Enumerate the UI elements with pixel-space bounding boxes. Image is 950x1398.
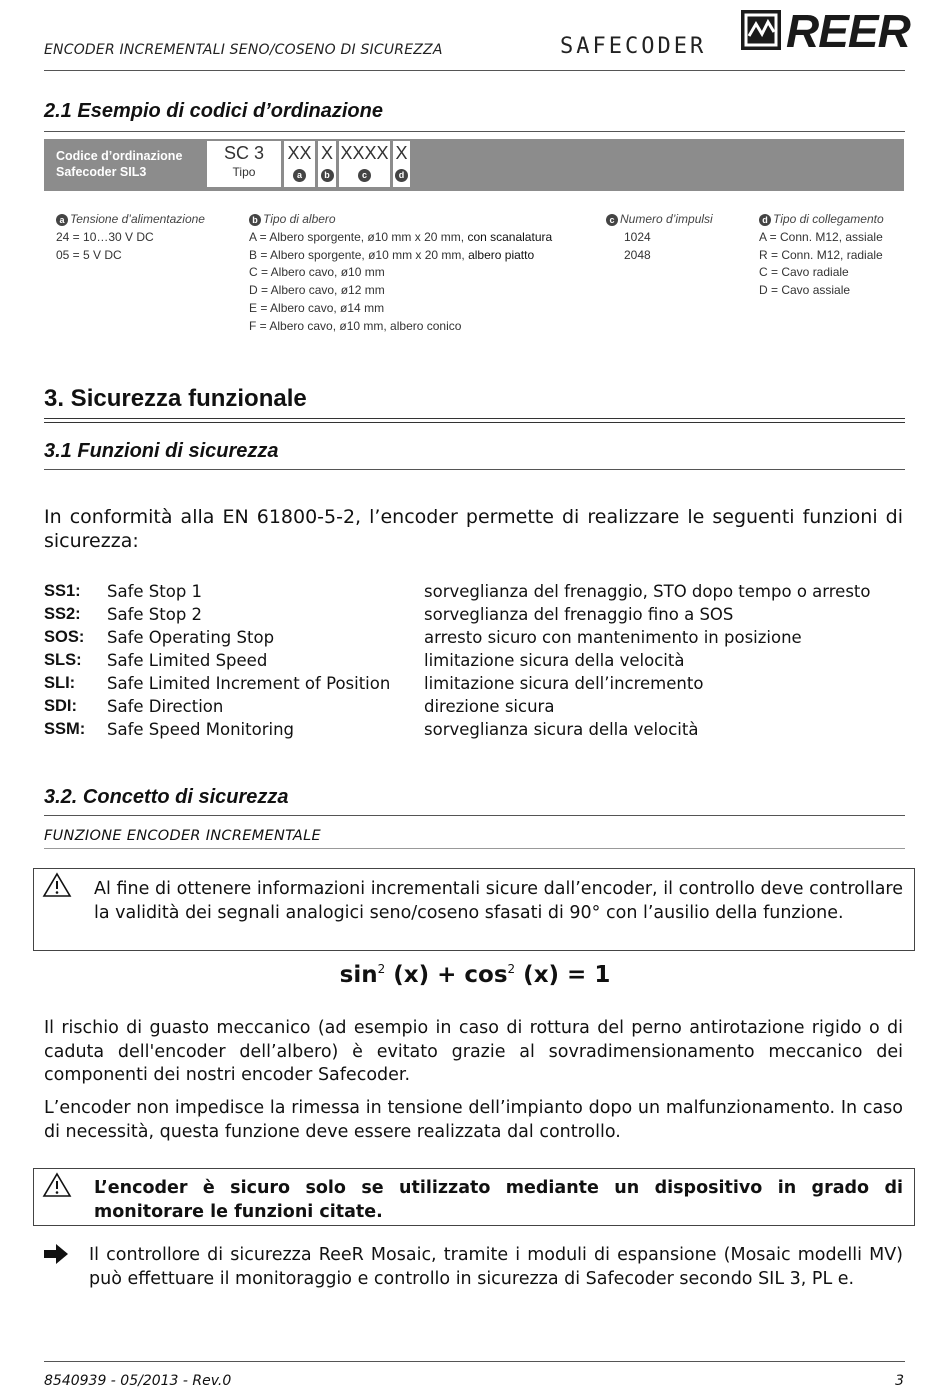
badge-a-icon: a — [56, 214, 68, 226]
page-number: 3 — [895, 1373, 904, 1389]
section-3-double-rule — [44, 418, 905, 423]
order-code-label: Codice d’ordinazione Safecoder SIL3 — [56, 149, 183, 179]
section-2-1-heading: 2.1 Esempio di codici d’ordinazione — [44, 100, 383, 122]
section-divider — [44, 469, 905, 470]
functions-intro: In conformità alla EN 61800-5-2, l’encoder permette di realizzare le seguenti funzioni di sicurezza: — [44, 506, 903, 552]
warning-triangle-icon — [42, 1172, 72, 1198]
header-divider — [44, 70, 905, 71]
safecoder-logo: SAFECODER — [560, 34, 707, 59]
warning-monitoring-text: L’encoder è sicuro solo se utilizzato mediante un dispositivo in grado di monitorare le funzioni citate. — [94, 1178, 903, 1222]
warning-validation-text: Al fine di ottenere informazioni incrementali sicure dall’encoder, il controllo deve controllare la validità dei segnali analogici seno/coseno sfasati di 90° con l’ausilio della funzione. — [94, 879, 903, 923]
badge-a-icon: a — [293, 169, 306, 182]
legend-pulse-count: c Numero d’impulsi 1024 2048 — [606, 211, 713, 264]
legend-connection-type: d Tipo di collegamento A = Conn. M12, assiale R = Conn. M12, radiale C = Cavo radiale D = Cavo assiale — [759, 212, 884, 298]
badge-c-icon: c — [606, 214, 618, 226]
footer-divider — [44, 1361, 905, 1362]
section-3-1-heading: 3.1 Funzioni di sicurezza — [44, 440, 279, 462]
badge-d-icon: d — [759, 214, 771, 226]
mechanical-failure-paragraph: Il rischio di guasto meccanico (ad esempio in caso di rottura del perno antirotazione rigido o di caduta dell'encoder dell’albero) è evitato grazie al sovradimensionamento meccanico dei componenti dei nostri encoder Safecoder. — [44, 1018, 903, 1085]
reer-logo-text: REER — [786, 5, 910, 57]
section-3-2-heading: 3.2. Concetto di sicurezza — [44, 786, 289, 808]
code-segment-d: X d — [393, 141, 410, 187]
legend-shaft-type: b Tipo di albero A = Albero sporgente, ø10 mm x 20 mm, con scanalatura B = Albero sporgente, ø10 mm x 20 mm, albero piatto C = Albero cavo, ø10 mm D = Albero cavo, ø12 mm E = Albero cavo, ø14 mm F = Albero cavo, ø10 mm, albero conico — [249, 212, 553, 333]
section-divider — [44, 131, 905, 132]
badge-d-icon: d — [395, 169, 408, 182]
code-segment-c: XXXX c — [339, 141, 390, 187]
code-segment-b: X b — [318, 141, 336, 187]
section-3-heading: 3. Sicurezza funzionale — [44, 385, 307, 412]
mosaic-controller-note: Il controllore di sicurezza ReeR Mosaic, tramite i moduli di espansione (Mosaic modelli MV) può effettuare il monitoraggio e controllo in sicurezza di Safecoder secondo SIL 3, PL e. — [89, 1245, 903, 1289]
restart-paragraph: L’encoder non impedisce la rimessa in tensione dell’impianto dopo un malfunzionamento. In caso di necessità, questa funzione deve essere realizzata dal controllo. — [44, 1098, 903, 1142]
arrow-right-icon — [42, 1243, 70, 1265]
code-segment-a: XX a — [284, 141, 315, 187]
trig-identity-formula: $\sin^2 (x) + \cos^2 (x) = 1$ — [339, 962, 611, 988]
reer-logo-icon — [741, 10, 781, 50]
encoder-function-subheading: FUNZIONE ENCODER INCREMENTALE — [44, 828, 321, 844]
badge-b-icon: b — [321, 169, 334, 182]
legend-supply-voltage: a Tensione d’alimentazione 24 = 10…30 V DC 05 = 5 V DC — [56, 212, 205, 262]
warning-triangle-icon — [42, 872, 72, 898]
badge-c-icon: c — [358, 169, 371, 182]
section-divider — [44, 815, 905, 816]
document-code: 8540939 - 05/2013 - Rev.0 — [44, 1373, 232, 1389]
code-segment-type: SC 3 Tipo — [207, 141, 281, 187]
document-header-title: ENCODER INCREMENTALI SENO/COSENO DI SICUREZZA — [44, 42, 443, 58]
badge-b-icon: b — [249, 214, 261, 226]
subsection-divider — [44, 848, 905, 849]
